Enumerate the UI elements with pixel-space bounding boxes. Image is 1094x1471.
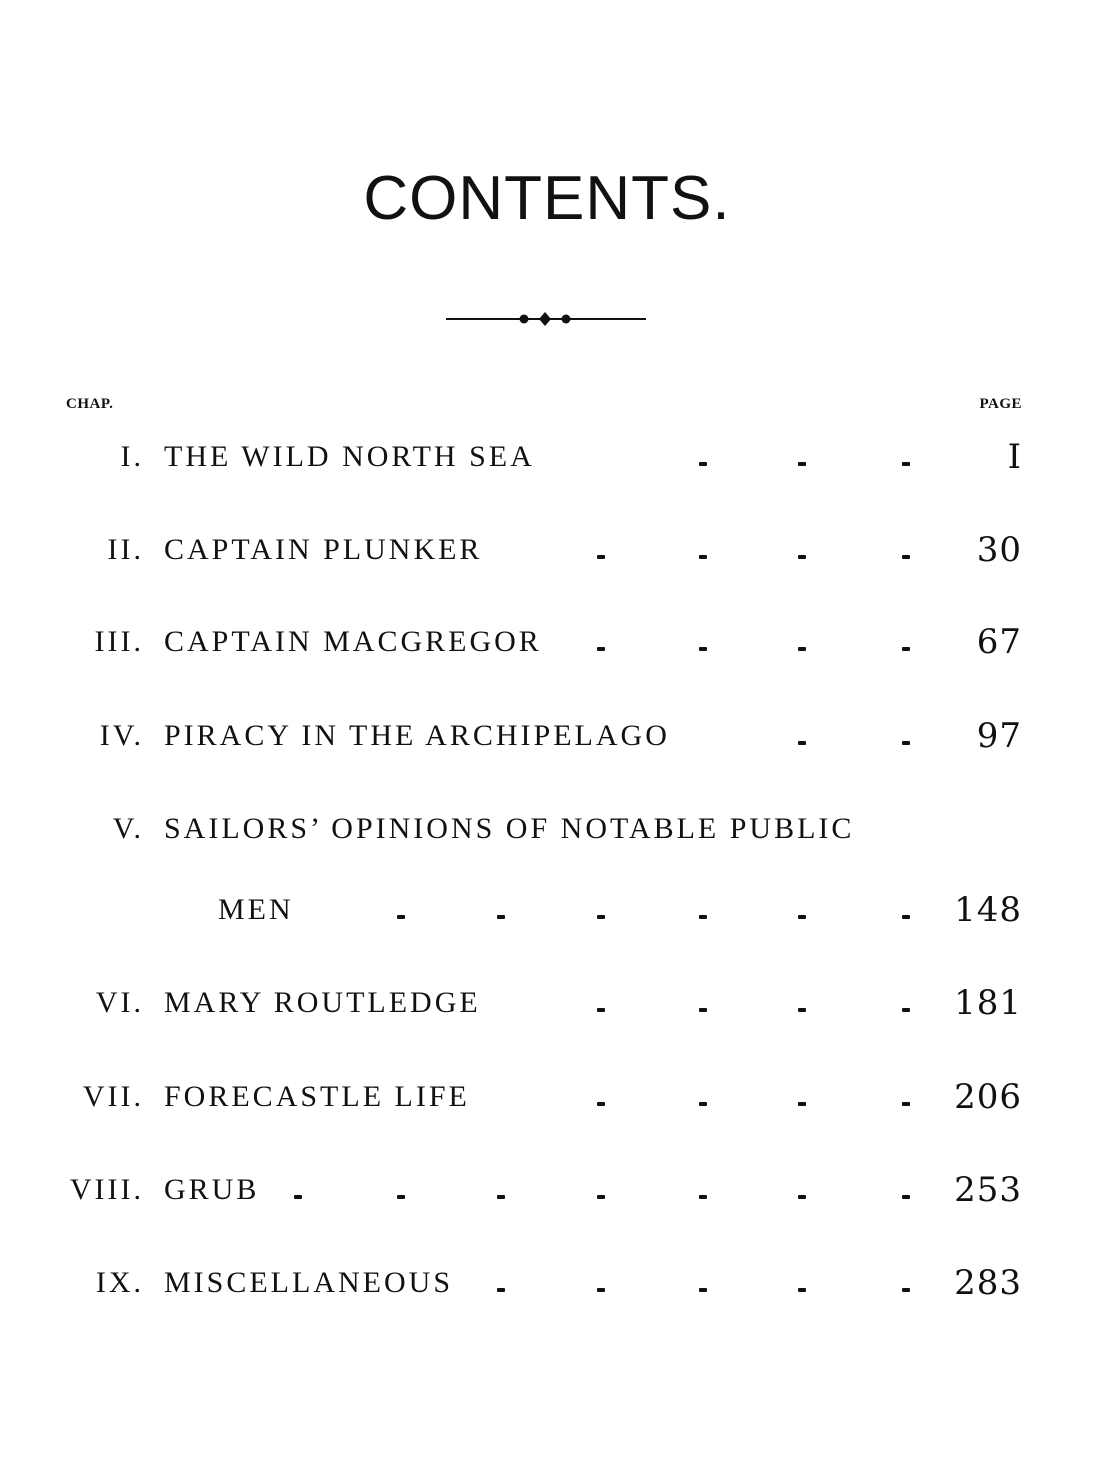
- page-number: 206: [954, 1077, 1022, 1117]
- chapter-title: MARY ROUTLEDGE: [164, 986, 481, 1019]
- dot-leader: [0, 1080, 1094, 1120]
- chapter-title: MISCELLANEOUS: [164, 1266, 454, 1299]
- chapter-title: THE WILD NORTH SEA: [164, 440, 535, 473]
- dot-leader: [0, 719, 1094, 759]
- dot-leader: [0, 440, 1094, 480]
- chapter-numeral: III.: [94, 625, 144, 658]
- toc-entry: [0, 622, 1094, 665]
- chapter-title: GRUB: [164, 1173, 260, 1206]
- page-number: 283: [954, 1263, 1022, 1303]
- dot-leader: [0, 1266, 1094, 1306]
- dot-leader: [0, 1173, 1094, 1213]
- chapter-title: CAPTAIN MACGREGOR: [164, 625, 542, 658]
- chapter-title: SAILORS’ OPINIONS OF NOTABLE PUBLIC: [164, 812, 855, 845]
- page-number: 67: [976, 622, 1022, 662]
- page-column-label: PAGE: [979, 396, 1022, 412]
- toc-entry: [0, 716, 1094, 759]
- chapter-numeral: VI.: [95, 986, 144, 1019]
- toc-entry: [0, 983, 1094, 1026]
- dot-leader: [0, 533, 1094, 573]
- page-number: 30: [976, 530, 1022, 570]
- chapter-title: CAPTAIN PLUNKER: [164, 533, 483, 566]
- toc-entry: [0, 1077, 1094, 1120]
- page-number: I: [1007, 437, 1022, 477]
- chapter-numeral: V.: [112, 812, 144, 845]
- chapter-title: PIRACY IN THE ARCHIPELAGO: [164, 719, 670, 752]
- dot-leader: [0, 625, 1094, 665]
- page-number: 97: [976, 716, 1022, 756]
- chap-column-label: CHAP.: [66, 396, 114, 412]
- dot-leader: [0, 893, 1094, 933]
- chapter-numeral: VII.: [82, 1080, 144, 1113]
- ornament-divider-icon: [446, 308, 646, 330]
- toc-entry: [0, 437, 1094, 480]
- chapter-title-continuation: MEN: [218, 893, 294, 926]
- chapter-numeral: VIII.: [69, 1173, 144, 1206]
- toc-entry: [0, 812, 1094, 852]
- page-number: 181: [954, 983, 1022, 1023]
- chapter-numeral: IX.: [95, 1266, 144, 1299]
- toc-entry: [0, 530, 1094, 573]
- chapter-numeral: II.: [107, 533, 144, 566]
- chapter-numeral: I.: [120, 440, 144, 473]
- toc-entry-continuation: [0, 890, 1094, 933]
- page-number: 253: [954, 1170, 1022, 1210]
- chapter-numeral: IV.: [99, 719, 144, 752]
- toc-entry: [0, 1170, 1094, 1213]
- page-title: CONTENTS.: [363, 164, 731, 233]
- page-number: 148: [954, 890, 1022, 930]
- chapter-title: FORECASTLE LIFE: [164, 1080, 470, 1113]
- dot-leader: [0, 986, 1094, 1026]
- toc-entry: [0, 1263, 1094, 1306]
